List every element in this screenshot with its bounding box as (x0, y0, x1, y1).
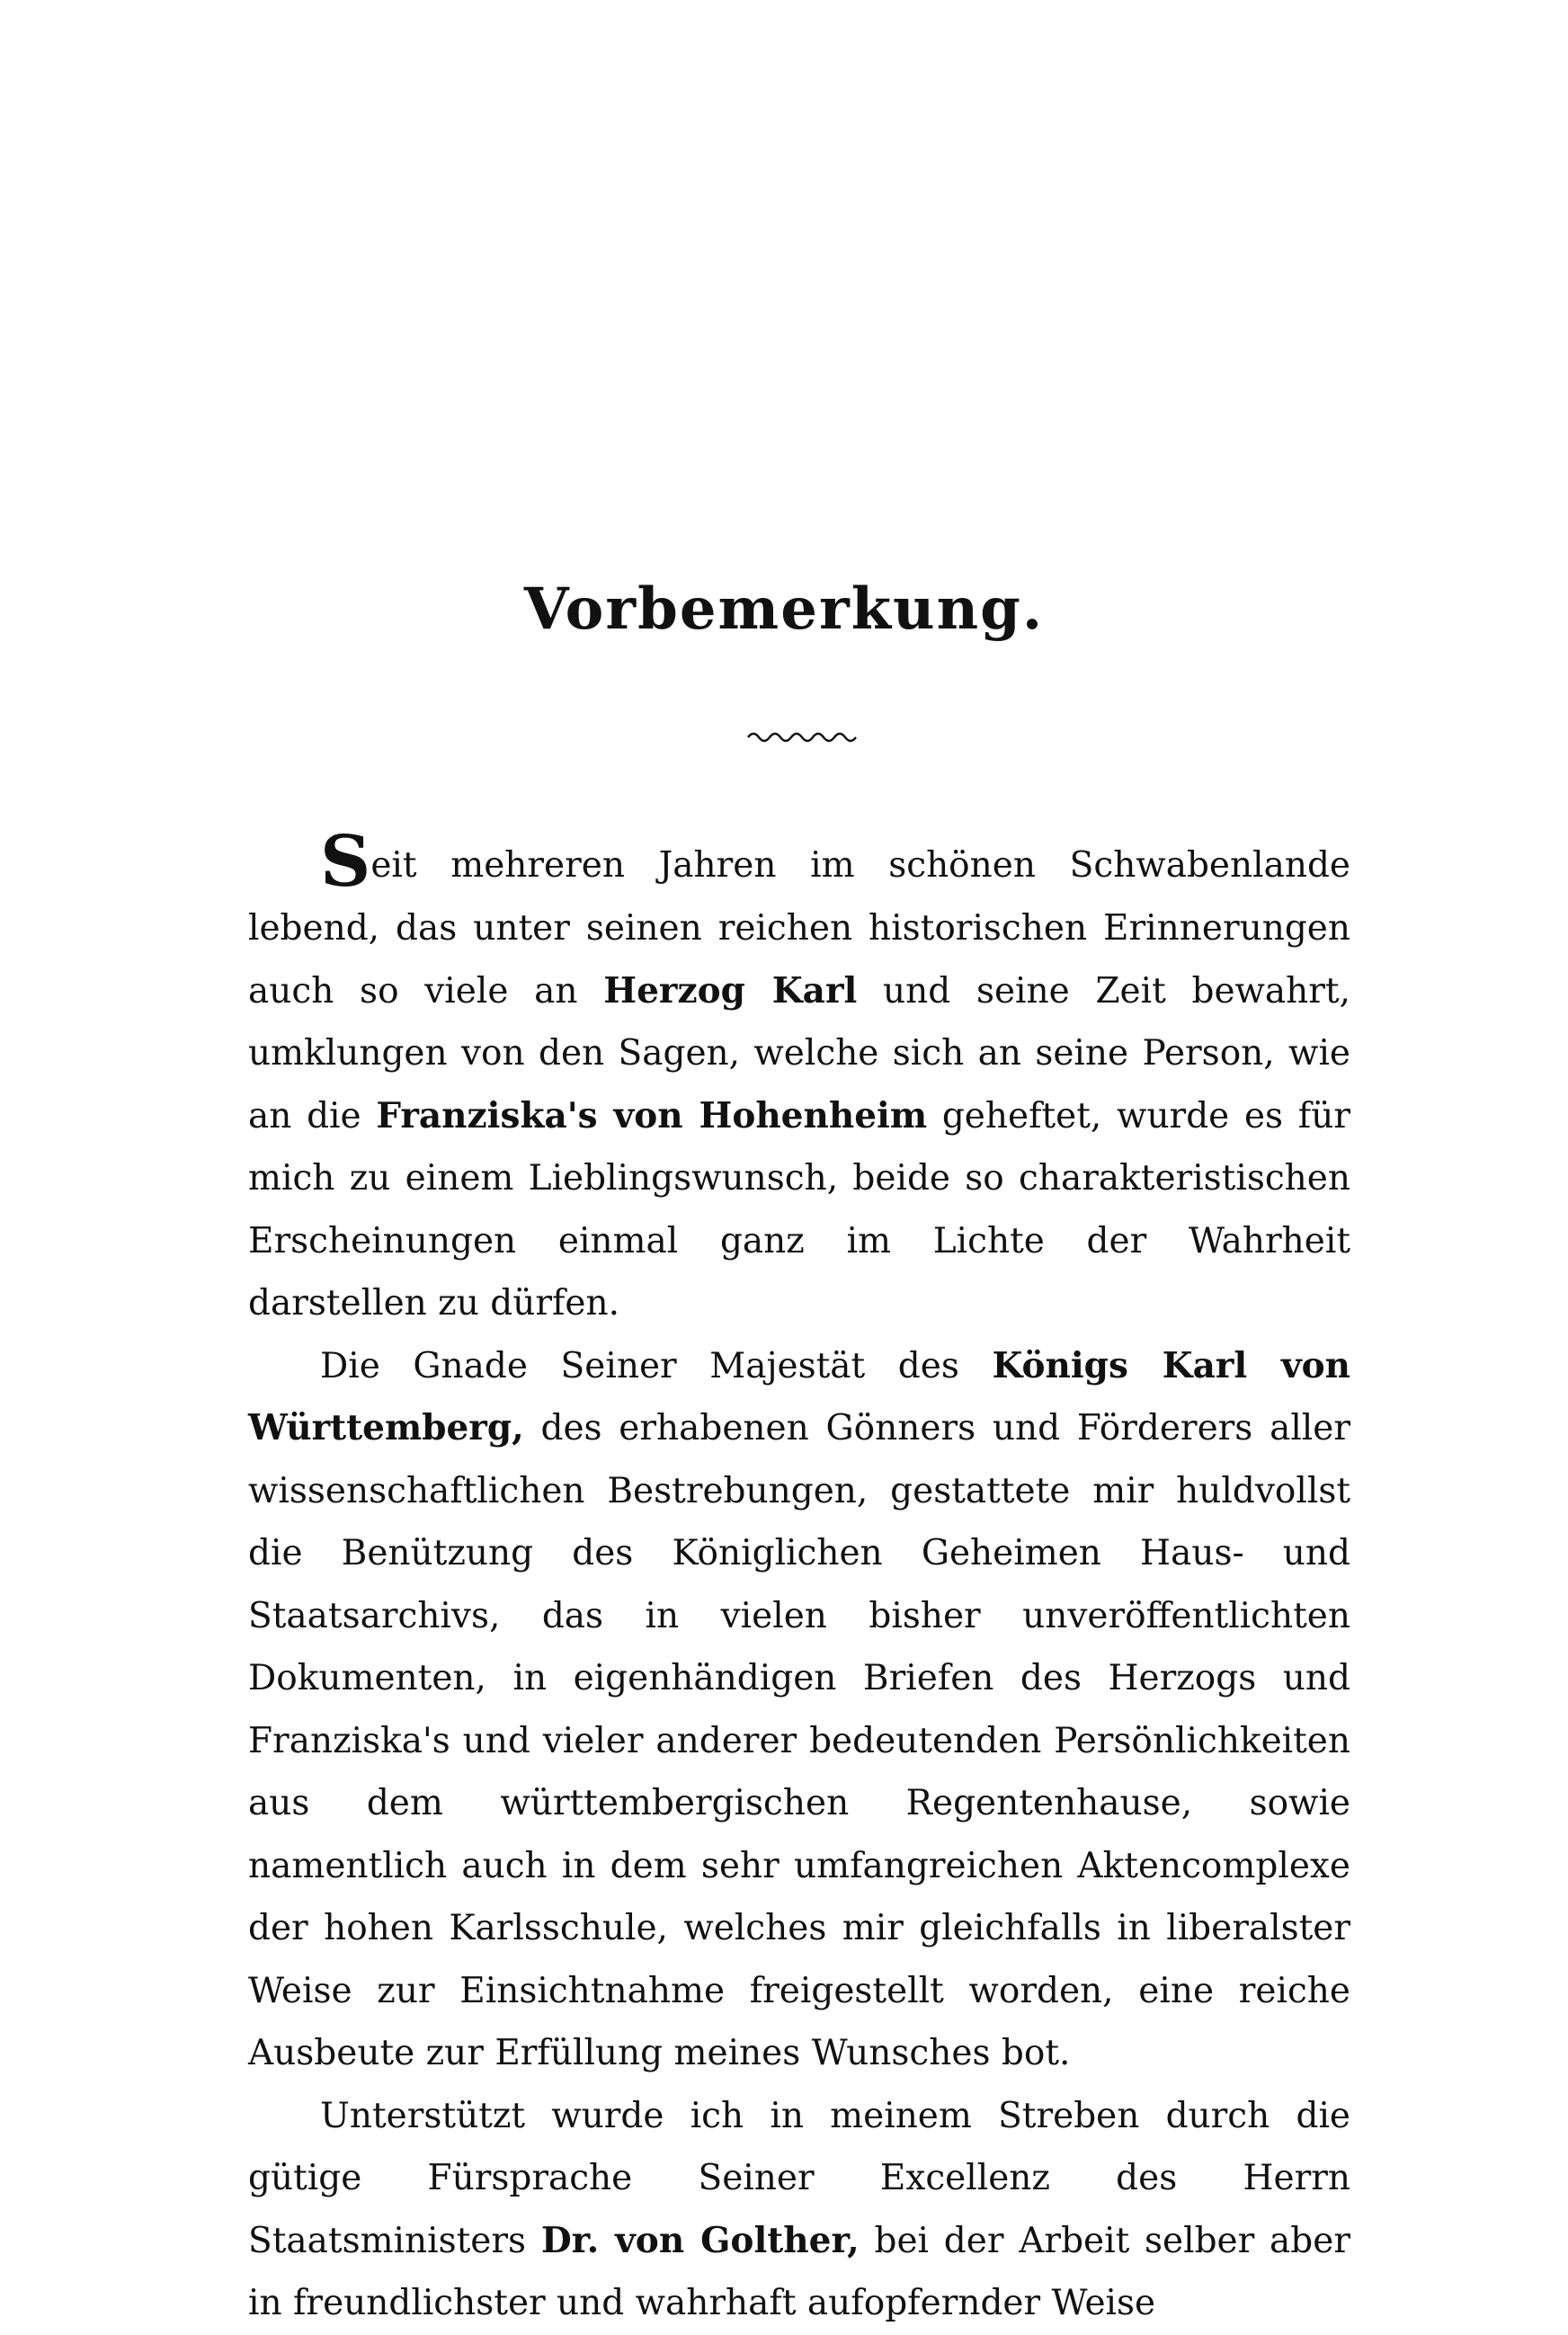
paragraph (248, 821, 1351, 1335)
body-text (248, 821, 1351, 2335)
paragraph (248, 2085, 1350, 2335)
text-run: des erhabenen Gönners und Förderers aller wissenschaftlichen Bestrebungen, gestattete mir huldvollst die Benützung des Königlichen Geheimen Haus- und Staatsarchivs, das in vielen bisher unveröffentlichten Dokumenten, in eigenhändigen Briefen des Herzogs und Franziska's und vieler anderer bedeutenden Persönlichkeiten aus dem württembergischen Regentenhause, sowie namentlich auch in dem sehr umfangreichen Aktencomplexe der hohen Karlsschule, welches mir gleichfalls in liberalster Weise zur Einsichtnahme freigestellt worden, eine reiche Ausbeute zur Erfüllung meines Wunsches bot. (248, 1408, 1350, 2073)
emphasis-name: Franziska's von Hohenheim (376, 1094, 928, 1136)
text-run: bei der Arbeit selber aber in freundlichster und wahrhaft aufopfernder Weise (248, 2220, 1350, 2323)
text-run: eit mehreren Jahren im schönen Schwabenlande lebend, das unter seinen reichen historischen Erinnerungen auch so viele an (248, 845, 1350, 1012)
emphasis-name: Königs Karl von Württemberg, (248, 1344, 1350, 1448)
emphasis-name: Herzog Karl (603, 969, 858, 1012)
emphasis-name: Dr. von Golther, (540, 2219, 860, 2261)
text-run: Unterstützt wurde ich in meinem Streben durch die gütige Fürsprache Seiner Excellenz des Herrn Staatsministers (248, 2095, 1350, 2261)
drop-cap: S (320, 821, 371, 903)
text-run: und seine Zeit bewahrt, umklungen von den Sagen, welche sich an seine Person, wie an die (248, 970, 1351, 1136)
ornament-divider (746, 726, 863, 748)
page-title: Vorbemerkung. (523, 575, 1045, 643)
text-run: geheftet, wurde es für mich zu einem Lieblingswunsch, beide so charakteristischen Erscheinungen einmal ganz im Lichte der Wahrheit darstellen zu dürfen. (248, 1095, 1350, 1323)
text-run: Die Gnade Seiner Majestät des (320, 1345, 993, 1386)
paragraph (248, 1335, 1350, 2085)
